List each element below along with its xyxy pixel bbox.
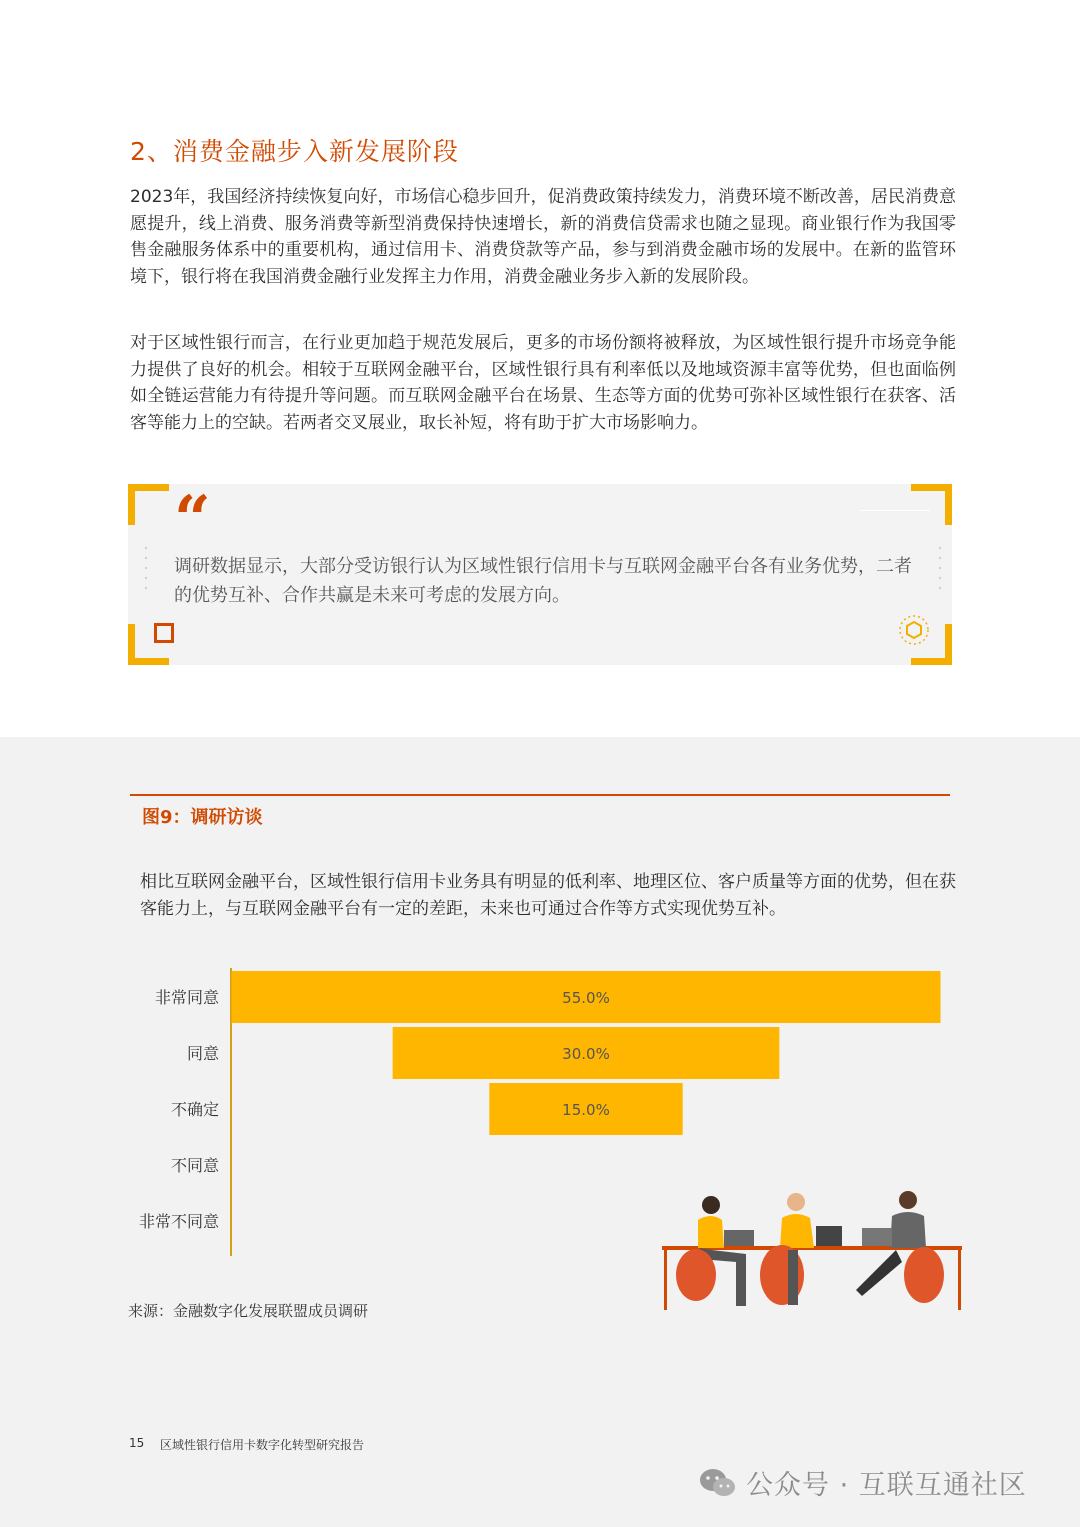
bar-category-label: 同意 (186, 1044, 219, 1063)
corner-decoration (911, 484, 952, 525)
decorative-line (860, 510, 930, 511)
figure-rule (130, 794, 950, 796)
quote-box (128, 484, 952, 665)
footer-report-title: 区域性银行信用卡数字化转型研究报告 (160, 1438, 365, 1452)
hexagon-icon (898, 614, 930, 646)
bar-value-label: 55.0% (562, 989, 610, 1007)
corner-decoration (128, 484, 169, 525)
wechat-icon (698, 1467, 738, 1499)
figure-title: 图9：调研访谈 (142, 807, 263, 828)
bar-value-label: 15.0% (562, 1101, 610, 1119)
bar-category-label: 不同意 (170, 1156, 219, 1175)
dots-decoration (938, 544, 942, 604)
quote-mark-icon: “ (174, 482, 211, 557)
bar-value-label: 30.0% (562, 1045, 610, 1063)
body-paragraph-2: 对于区域性银行而言，在行业更加趋于规范发展后，更多的市场份额将被释放，为区域性银行提升市场竞争能力提供了良好的机会。相较于互联网金融平台，区域性银行具有利率低以及地域资源丰富等优势，但也面临例如全链运营能力有待提升等问题。而互联网金融平台在场景、生态等方面的优势可弥补区域性银行在获客、活客等能力上的空缺。若两者交叉展业，取长补短，将有助于扩大市场影响力。 (130, 333, 956, 433)
bar-category-label: 非常同意 (154, 988, 219, 1007)
figure-description: 相比互联网金融平台，区域性银行信用卡业务具有明显的低利率、地理区位、客户质量等方面的优势，但在获客能力上，与互联网金融平台有一定的差距，未来也可通过合作等方式实现优势互补。 (140, 872, 956, 919)
watermark-text: 公众号 · 互联互通社区 (746, 1470, 1027, 1501)
figure-source: 来源：金融数字化发展联盟成员调研 (128, 1302, 369, 1320)
page-number: 15 (129, 1436, 145, 1450)
dots-decoration (144, 544, 148, 604)
body-paragraph-1: 2023年，我国经济持续恢复向好，市场信心稳步回升，促消费政策持续发力，消费环境不断改善，居民消费意愿提升，线上消费、服务消费等新型消费保持快速增长，新的消费信贷需求也随之显现。商业银行作为我国零售金融服务体系中的重要机构，通过信用卡、消费贷款等产品，参与到消费金融市场的发展中。在新的监管环境下，银行将在我国消费金融行业发挥主力作用，消费金融业务步入新的发展阶段。 (130, 187, 956, 287)
quote-text: 调研数据显示，大部分受访银行认为区域性银行信用卡与互联网金融平台各有业务优势，二者的优势互补、合作共赢是未来可考虑的发展方向。 (174, 556, 912, 606)
bar-category-label: 不确定 (170, 1100, 219, 1119)
square-icon (154, 623, 174, 643)
meeting-illustration (656, 1180, 966, 1315)
bar-category-label: 非常不同意 (138, 1212, 219, 1231)
watermark (698, 1463, 1027, 1502)
section-heading: 2、消费金融步入新发展阶段 (130, 137, 459, 166)
